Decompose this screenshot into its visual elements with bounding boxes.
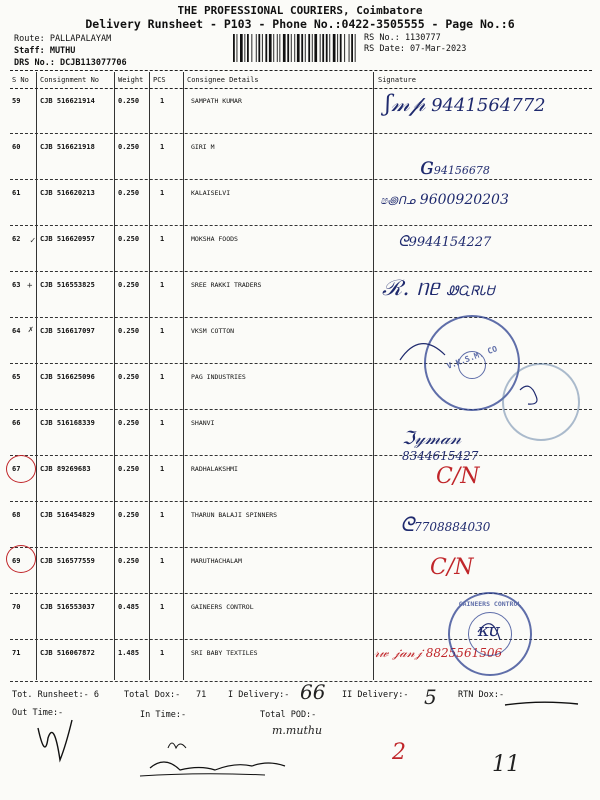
in-time-label: In Time:- [140,710,187,720]
row-consignee: PAG INDUSTRIES [191,373,246,381]
rs-date: RS Date: 07-Mar-2023 [364,44,467,54]
row-consignee: GIRI M [191,143,215,151]
row-consignee: SREE RAKKI TRADERS [191,281,262,289]
signature-64-scribble [400,344,445,360]
row-consignment: CJB 516620213 [40,189,95,197]
row-pcs: 1 [160,373,165,381]
signature-63: ℛ. ᥒᥱ ᏪᏩᏒᏓᏌ [382,276,495,301]
row-consignment: CJB 516454829 [40,511,95,519]
signature-65-scribble [520,386,537,404]
row-sno: 71 [12,649,21,657]
row-weight: 0.250 [118,189,140,197]
row-consignment: CJB 516168339 [40,419,95,427]
handwritten-two: 2 [392,740,406,765]
stamp-text: V.K.S.M. CO [445,344,499,371]
row-consignment: CJB 516621918 [40,143,95,151]
handwritten-eleven: 11 [492,752,520,777]
col-header-consignee: Consignee Details [187,76,259,84]
row-consignee: SRI BABY TEXTILES [191,649,258,657]
i-delivery-value: 66 [300,680,326,704]
ii-delivery-value: 5 [424,685,437,709]
row-weight: 0.485 [118,603,140,611]
row-weight: 0.250 [118,419,140,427]
col-header-pcs: PCS [153,76,166,84]
row-pcs: 1 [160,189,165,197]
signature-68: ᘓ7708884030 [400,512,491,536]
col-header-weight: Weight [118,76,144,84]
row-weight: 0.250 [118,327,140,335]
row-pcs: 1 [160,327,165,335]
row-pcs: 1 [160,511,165,519]
signature-69: C/N [430,555,474,580]
out-time-label: Out Time:- [12,708,64,718]
i-delivery-label: I Delivery:- [228,690,290,700]
row-sno: 61 [12,189,21,197]
row-weight: 0.250 [118,143,140,151]
signature-66: ℑ𝓎𝓂𝒶𝓃 8344615427 [402,428,479,463]
col-header-signature: Signature [378,76,416,84]
row-consignee: SHANVI [191,419,215,427]
row-pcs: 1 [160,143,165,151]
signature-70-loop [478,624,500,640]
total-pod-label: Total POD:- [260,710,317,720]
bottom-signature [150,762,285,770]
row-sno: 68 [12,511,21,519]
row-consignee: MARUTHACHALAM [191,557,242,565]
signature-70: ᴋᴜ [478,620,500,641]
row-consignee: VKSM COTTON [191,327,235,335]
row-pcs: 1 [160,281,165,289]
signature-61: ෂ꩜ᑎᓄ 9600920203 [380,192,509,208]
signature-59: ʃ𝓂𝓅 9441564772 [385,92,546,117]
row-sno: 69 [12,557,21,565]
row-pcs: 1 [160,419,165,427]
row-consignee: MOKSHA FOODS [191,235,238,243]
total-runsheet: Tot. Runsheet:- 6 [12,690,99,700]
col-header-sno: S No [12,76,29,84]
total-dox-value: 71 [196,690,207,700]
row-sno: 67 [12,465,21,473]
row-sno: 64 [12,327,21,335]
row-sno: 66 [12,419,21,427]
row-weight: 0.250 [118,281,140,289]
row-sno: 70 [12,603,21,611]
row-consignee: THARUN BALAJI SPINNERS [191,511,278,519]
signature-71: 𝓇𝓌 𝒿𝒶𝓃𝒿 8825561506 [374,646,503,661]
signature-60: ɢ94156678 [420,152,490,180]
row-consignment: CJB 516617097 [40,327,95,335]
row-consignment: CJB 516621914 [40,97,95,105]
row-sno: 60 [12,143,21,151]
row-consignee: GAINEERS CONTROL [191,603,254,611]
stamp-text: GAINEERS CONTROL [458,600,522,608]
cross-mark: + [27,281,33,291]
rs-number: RS No.: 1130777 [364,33,441,43]
row-pcs: 1 [160,97,165,105]
ii-delivery-label: II Delivery:- [342,690,409,700]
row-weight: 0.250 [118,511,140,519]
row-sno: 63 [12,281,21,289]
row-consignment: CJB 516620957 [40,235,95,243]
staff-label: Staff: MUTHU [14,46,76,56]
row-sno: 59 [12,97,21,105]
bottom-underline [140,774,265,776]
row-weight: 0.250 [118,235,140,243]
rtn-dox-stroke [505,702,578,705]
row-weight: 0.250 [118,557,140,565]
row-consignment: CJB 516577559 [40,557,95,565]
row-pcs: 1 [160,649,165,657]
row-consignment: CJB 89269683 [40,465,91,473]
row-weight: 0.250 [118,373,140,381]
total-dox-label: Total Dox:- [124,690,181,700]
pod-signature-text: m.muthu [272,724,323,737]
route-label: Route: PALLAPALAYAM [14,34,112,44]
row-pcs: 1 [160,465,165,473]
row-sno: 62 [12,235,21,243]
row-sno: 65 [12,373,21,381]
tick-mark: ✓ [30,236,36,246]
out-time-scribble [38,720,72,760]
row-consignment: CJB 516067872 [40,649,95,657]
company-title: THE PROFESSIONAL COURIERS, Coimbatore [177,4,423,17]
initials-mark [168,743,186,748]
row-pcs: 1 [160,603,165,611]
cross-mark: ✗ [28,325,34,335]
row-weight: 0.250 [118,97,140,105]
row-pcs: 1 [160,557,165,565]
col-header-consignment: Consignment No [40,76,100,84]
signature-67: C/N [436,464,480,489]
row-consignee: KALAISELVI [191,189,231,197]
runsheet-subtitle: Delivery Runsheet - P103 - Phone No.:0422-3505555 - Page No.:6 [85,17,515,31]
row-weight: 1.485 [118,649,140,657]
row-consignee: SAMPATH KUMAR [191,97,242,105]
drs-number: DRS No.: DCJB113077706 [14,58,127,68]
row-consignee: RADHALAKSHMI [191,465,238,473]
row-weight: 0.250 [118,465,140,473]
row-consignment: CJB 516625096 [40,373,95,381]
row-pcs: 1 [160,235,165,243]
row-consignment: CJB 516553825 [40,281,95,289]
rtn-dox-label: RTN Dox:- [458,690,505,700]
signature-62: ᘓ9944154227 [398,232,492,250]
row-consignment: CJB 516553037 [40,603,95,611]
